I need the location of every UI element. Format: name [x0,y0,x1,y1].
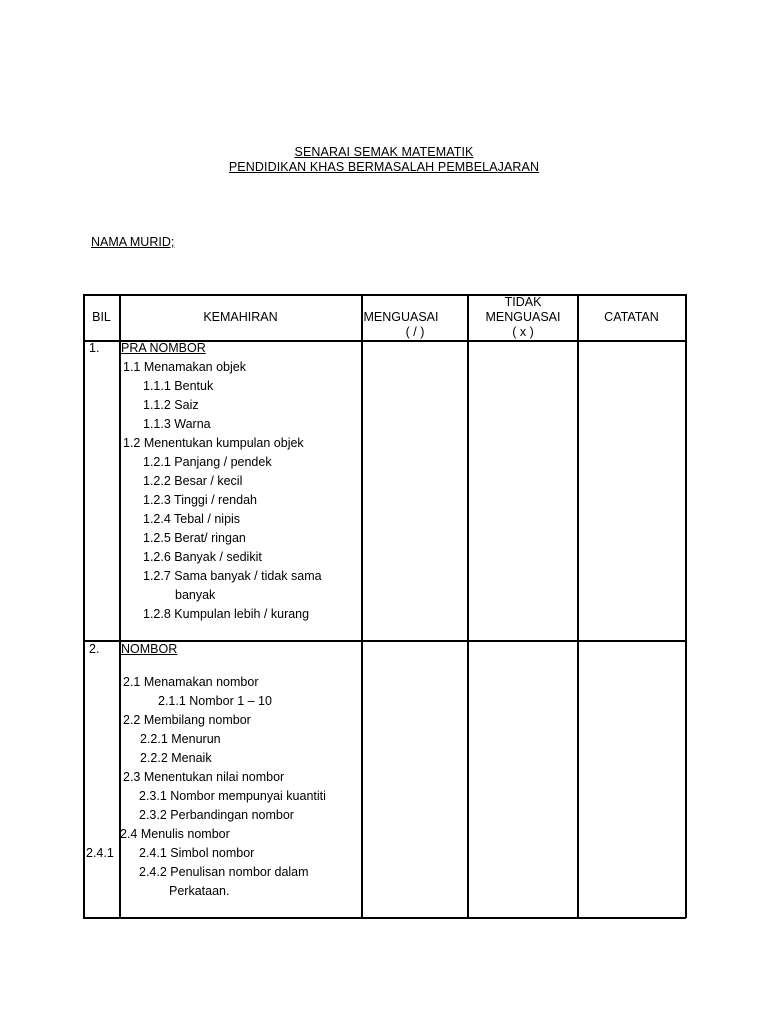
table-border-left [83,294,85,918]
list-item: 1.2.8 Kumpulan lebih / kurang [143,607,310,621]
student-name-label: NAMA MURID; [91,235,175,249]
table-border-top [83,294,686,296]
list-item: 2.4.2 Penulisan nombor dalam [139,865,309,879]
list-item: 1.2.1 Panjang / pendek [143,455,272,469]
list-item: 1.1.3 Warna [143,417,211,431]
table-col-divider [361,294,363,918]
section1-bil: 1. [89,341,100,355]
list-item: 1.2.3 Tinggi / rendah [143,493,257,507]
header-catatan: CATATAN [604,310,659,324]
table-col-divider [467,294,469,918]
list-item: 2.4.1 Simbol nombor [139,846,255,860]
list-item: 1.2.5 Berat/ ringan [143,531,246,545]
table-border-right [685,294,687,918]
list-item: 2.1 Menamakan nombor [123,675,259,689]
document-title-line2: PENDIDIKAN KHAS BERMASALAH PEMBELAJARAN [228,160,540,174]
header-menguasai-mark: ( / ) [405,325,425,339]
list-item: 1.2 Menentukan kumpulan objek [123,436,304,450]
list-item: Perkataan. [169,884,230,898]
section2-bil: 2. [89,642,100,656]
list-item: 2.1.1 Nombor 1 – 10 [158,694,272,708]
list-item: 2.2.2 Menaik [140,751,212,765]
list-item: 1.2.4 Tebal / nipis [143,512,241,526]
list-item: 2.3 Menentukan nilai nombor [123,770,285,784]
header-tidak-mark: ( x ) [512,325,534,339]
list-item: 2.3.2 Perbandingan nombor [139,808,294,822]
section2-heading: NOMBOR [121,642,178,656]
section1-heading: PRA NOMBOR [121,341,206,355]
list-item: 1.2.7 Sama banyak / tidak sama [143,569,322,583]
table-border-bottom [83,917,686,919]
list-item: 1.1.2 Saiz [143,398,199,412]
header-kemahiran: KEMAHIRAN [203,310,278,324]
list-item: banyak [175,588,216,602]
list-item: 1.2.2 Besar / kecil [143,474,243,488]
document-title-line1: SENARAI SEMAK MATEMATIK [294,145,474,159]
section2-sub-bil: 2.4.1 [86,846,114,860]
list-item: 2.3.1 Nombor mempunyai kuantiti [139,789,326,803]
header-bil: BIL [92,310,111,324]
table-col-divider [577,294,579,918]
list-item: 1.2.6 Banyak / sedikit [143,550,262,564]
list-item: 2.2.1 Menurun [140,732,221,746]
list-item: 1.1.1 Bentuk [143,379,214,393]
list-item: 2.2 Membilang nombor [123,713,251,727]
list-item: 1.1 Menamakan objek [123,360,246,374]
header-menguasai-label: MENGUASAI [363,310,439,324]
header-tidak-menguasai-label: MENGUASAI [485,310,561,324]
list-item: 2.4 Menulis nombor [120,827,230,841]
header-tidak-label: TIDAK [504,295,542,309]
